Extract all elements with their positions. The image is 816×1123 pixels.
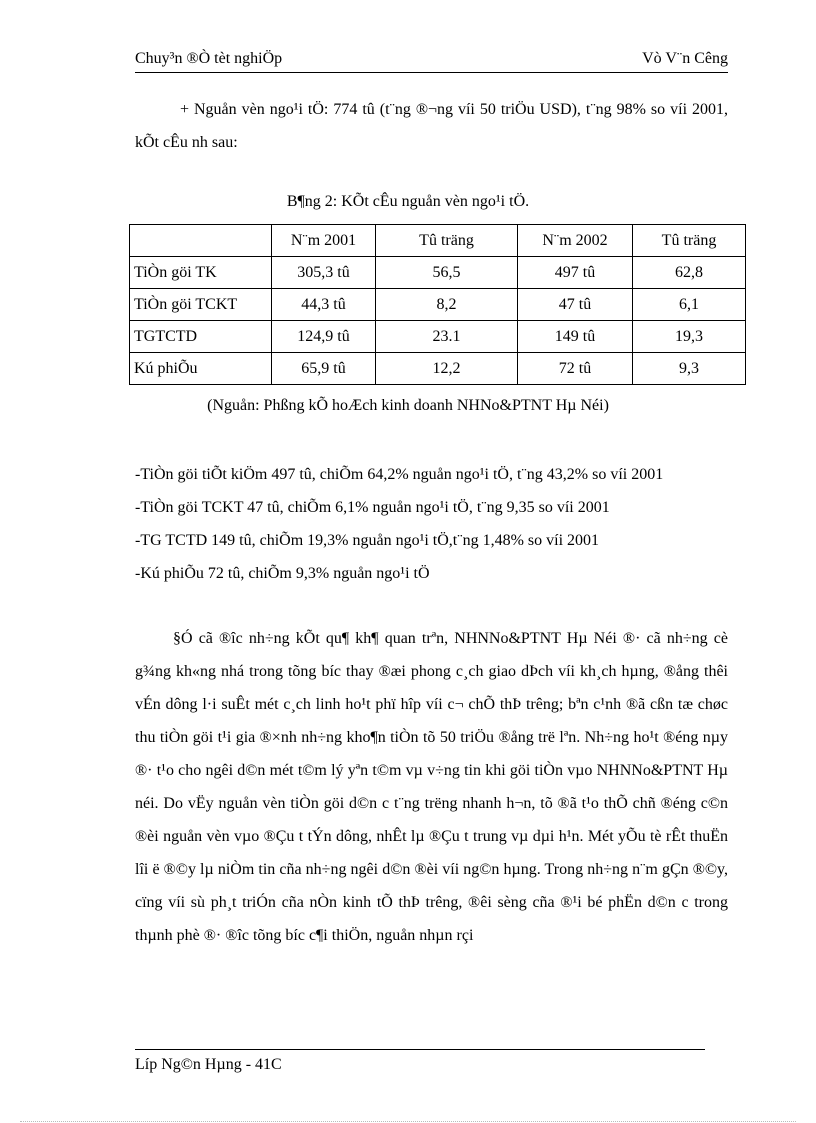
analysis-text: §Ó cã ®îc nh÷ng kÕt qu¶ kh¶ quan trªn, NHNNo&PTNT Hµ Néi ®· cã nh÷ng cè g¾ng kh«ng nhá trong tõng bíc thay ®æi phong c¸ch giao dÞch víi kh¸ch hµng, ®ång thêi vÉn dông l·i suÊt mét c¸ch linh ho¹t phï hîp víi c¬ chÕ thÞ trêng; bªn c¹nh ®ã cßn tæ chøc thu tiÒn göi t¹i gia ®×nh nh÷ng kho¶n tiÒn tõ 50 triÖu ®ång trë lªn. Nh÷ng ho¹t ®éng nµy ®· t¹o cho ngêi d©n mét t©m lý yªn t©m vµ v÷ng tin khi göi tiÒn vµo NHNNo&PTNT Hµ néi. Do vËy nguån vèn tiÒn göi d©n c t¨ng trëng nhanh h¬n, tõ ®ã t¹o thÕ chñ ®éng c©n ®èi nguån vèn vµo ®Çu t tÝn dông, nhÊt lµ ®Çu t trung vµ dµi h¹n. Mét yÕu tè rÊt thuËn lîi ë ®©y lµ niÒm tin cña nh÷ng ngêi d©n ®èi víi ng©n hµng. Trong nh÷ng n¨m gÇn ®©y, cïng víi sù ph¸t triÓn cña nÒn kinh tÕ thÞ trêng, ®êi sèng cña ®¹i bé phËn d©n c trong thµnh phè ®· ®îc tõng bíc c¶i thiÖn, nguån nhµn rçi <box>135 630 728 944</box>
table-cell: 305,3 tû <box>272 257 376 289</box>
table-header-row <box>130 225 746 257</box>
table-cell: 56,5 <box>376 257 518 289</box>
table-cell: 65,9 tû <box>272 353 376 385</box>
table-cell: 72 tû <box>518 353 633 385</box>
header-author: Vò V¨n Cêng <box>642 50 728 67</box>
header-title: Chuy³n ®Ò tèt nghiÖp <box>135 50 283 67</box>
page-footer: Líp Ng©n Hµng - 41C <box>135 1056 282 1073</box>
table-cell: 6,1 <box>633 289 746 321</box>
header-cell: Tû träng <box>633 225 746 257</box>
table-cell: 62,8 <box>633 257 746 289</box>
table-cell: 23.1 <box>376 321 518 353</box>
table-cell: 497 tû <box>518 257 633 289</box>
table-cell: 47 tû <box>518 289 633 321</box>
page-bottom-border <box>20 1121 796 1122</box>
table-row <box>130 321 746 353</box>
table-source: (Nguån: Phßng kÕ hoÆch kinh doanh NHNo&PTNT Hµ Néi) <box>207 397 609 414</box>
intro-paragraph: + Nguån vèn ngo¹i tÖ: 774 tû (t¨ng ®¬ng víi 50 triÖu USD), t¨ng 98% so víi 2001, kÕt cÊu nh sau: <box>135 101 728 151</box>
bullet-item: -TG TCTD 149 tû, chiÕm 19,3% nguån ngo¹i tÖ,t¨ng 1,48% so víi 2001 <box>135 532 600 549</box>
table-cell: Kú phiÕu <box>130 353 272 385</box>
bullet-item: -Kú phiÕu 72 tû, chiÕm 9,3% nguån ngo¹i tÖ <box>135 565 430 582</box>
table-cell: 9,3 <box>633 353 746 385</box>
table-cell: 8,2 <box>376 289 518 321</box>
table-cell: TiÒn göi TCKT <box>130 289 272 321</box>
bullet-item: -TiÒn göi tiÕt kiÖm 497 tû, chiÕm 64,2% nguån ngo¹i tÖ, t¨ng 43,2% so víi 2001 <box>135 466 664 483</box>
table-cell: 149 tû <box>518 321 633 353</box>
table-cell: 12,2 <box>376 353 518 385</box>
table-cell: 19,3 <box>633 321 746 353</box>
header-cell: N¨m 2001 <box>272 225 376 257</box>
header-cell: N¨m 2002 <box>518 225 633 257</box>
table-cell: 124,9 tû <box>272 321 376 353</box>
footer-divider <box>135 1049 705 1050</box>
page-header <box>135 50 728 73</box>
table-cell: 44,3 tû <box>272 289 376 321</box>
funding-structure-table <box>129 224 746 385</box>
bullet-item: -TiÒn göi TCKT 47 tû, chiÕm 6,1% nguån ngo¹i tÖ, t¨ng 9,35 so víi 2001 <box>135 499 610 516</box>
table-row <box>130 257 746 289</box>
analysis-paragraph <box>135 622 728 952</box>
bullet-list <box>135 458 728 590</box>
header-cell <box>130 225 272 257</box>
table-title: B¶ng 2: KÕt cÊu nguån vèn ngo¹i tÖ. <box>286 193 530 210</box>
header-cell: Tû träng <box>376 225 518 257</box>
table-cell: TiÒn göi TK <box>130 257 272 289</box>
table-row <box>130 353 746 385</box>
table-cell: TGTCTD <box>130 321 272 353</box>
table-row <box>130 289 746 321</box>
